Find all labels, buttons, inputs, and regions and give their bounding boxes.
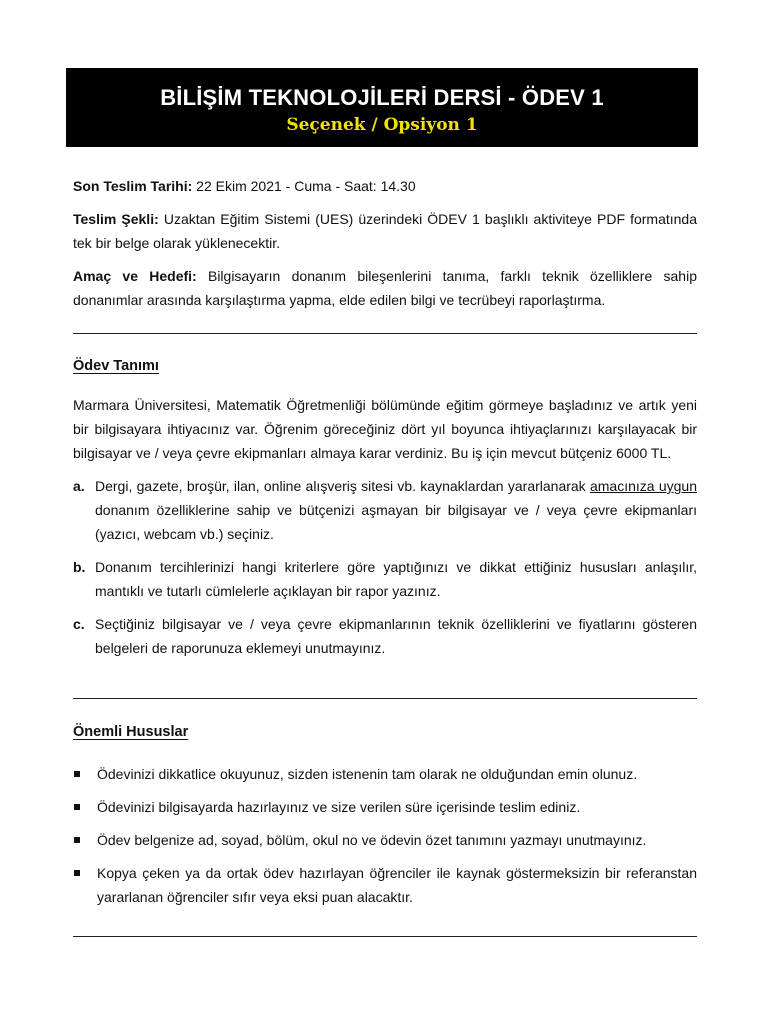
submission-label: Teslim Şekli: xyxy=(73,211,159,227)
notes-heading: Önemli Hususlar xyxy=(73,724,189,740)
list-item-text: Ödevinizi bilgisayarda hazırlayınız ve size verilen süre içerisinde teslim ediniz. xyxy=(97,799,581,815)
list-marker: c. xyxy=(73,616,85,632)
document-title: BİLİŞİM TEKNOLOJİLERİ DERSİ - ÖDEV 1 xyxy=(160,85,604,110)
square-bullet-icon xyxy=(74,837,80,843)
goal-value: Bilgisayarın donanım bileşenlerini tanıma, farklı teknik özelliklere sahip donanımlar arasında karşılaştırma yapma, elde edilen bilgi ve tecrübeyi raporlaştırma. xyxy=(73,268,697,308)
list-item-text: Kopya çeken ya da ortak ödev hazırlayan öğrenciler ile kaynak göstermeksizin bir referanstan yararlanan öğrenciler sıfır veya eksi puan alacaktır. xyxy=(97,865,697,905)
info-block xyxy=(73,174,697,312)
list-item-text: Seçtiğiniz bilgisayar ve / veya çevre ekipmanlarının teknik özelliklerini ve fiyatlarını gösteren belgeleri de raporunuza eklemeyi unutmayınız. xyxy=(95,616,697,656)
list-item-text: Dergi, gazete, broşür, ilan, online alışveriş sitesi vb. kaynaklardan yararlanarak xyxy=(95,478,590,494)
square-bullet-icon xyxy=(74,870,80,876)
divider xyxy=(73,333,697,334)
assignment-body xyxy=(73,393,697,660)
deadline-value: 22 Ekim 2021 - Cuma - Saat: 14.30 xyxy=(192,178,416,194)
list-item-text: Donanım tercihlerinizi hangi kriterlere göre yaptığınızı ve dikkat ettiğiniz hususları anlaşılır, mantıklı ve tutarlı cümlelerle açıklayan bir rapor yazınız. xyxy=(95,559,697,599)
list-item xyxy=(73,612,697,660)
list-item xyxy=(73,474,697,546)
submission-value: Uzaktan Eğitim Sistemi (UES) üzerindeki ÖDEV 1 başlıklı aktiviteye PDF formatında tek bir belge olarak yüklenecektir. xyxy=(73,211,697,251)
list-item xyxy=(73,828,697,852)
submission-line xyxy=(73,207,697,255)
list-item xyxy=(73,555,697,603)
assignment-intro: Marmara Üniversitesi, Matematik Öğretmenliği bölümünde eğitim görmeye başladınız ve artık yeni bir bilgisayara ihtiyacınız var. Öğrenim göreceğiniz dört yıl boyunca ihtiyaçlarınızı karşılayacak bir bilgisayar ve / veya çevre ekipmanları almaya karar verdiniz. Bu iş için mevcut bütçeniz 6000 TL. xyxy=(73,397,697,461)
notes-body xyxy=(73,762,697,909)
list-item-text: donanım özelliklerine sahip ve bütçenizi aşmayan bir bilgisayar ve / veya çevre ekipmanları (yazıcı, webcam vb.) seçiniz. xyxy=(95,502,697,542)
list-item xyxy=(73,795,697,819)
square-bullet-icon xyxy=(74,804,80,810)
divider xyxy=(73,698,697,699)
list-item xyxy=(73,762,697,786)
assignment-heading: Ödev Tanımı xyxy=(73,358,159,374)
list-item xyxy=(73,861,697,909)
deadline-line xyxy=(73,174,697,198)
document-header xyxy=(66,68,698,147)
list-item-text: Ödev belgenize ad, soyad, bölüm, okul no ve ödevin özet tanımını yazmayı unutmayınız. xyxy=(97,832,647,848)
goal-line xyxy=(73,264,697,312)
list-marker: b. xyxy=(73,559,86,575)
document-subtitle: Seçenek / Opsiyon 1 xyxy=(286,115,478,135)
deadline-label: Son Teslim Tarihi: xyxy=(73,178,193,194)
list-item-underlined-text: amacınıza uygun xyxy=(589,478,697,494)
goal-label: Amaç ve Hedefi: xyxy=(73,268,197,284)
divider xyxy=(73,936,697,937)
list-item-text: Ödevinizi dikkatlice okuyunuz, sizden istenenin tam olarak ne olduğundan emin olunuz. xyxy=(97,766,638,782)
square-bullet-icon xyxy=(74,771,80,777)
list-marker: a. xyxy=(73,478,85,494)
